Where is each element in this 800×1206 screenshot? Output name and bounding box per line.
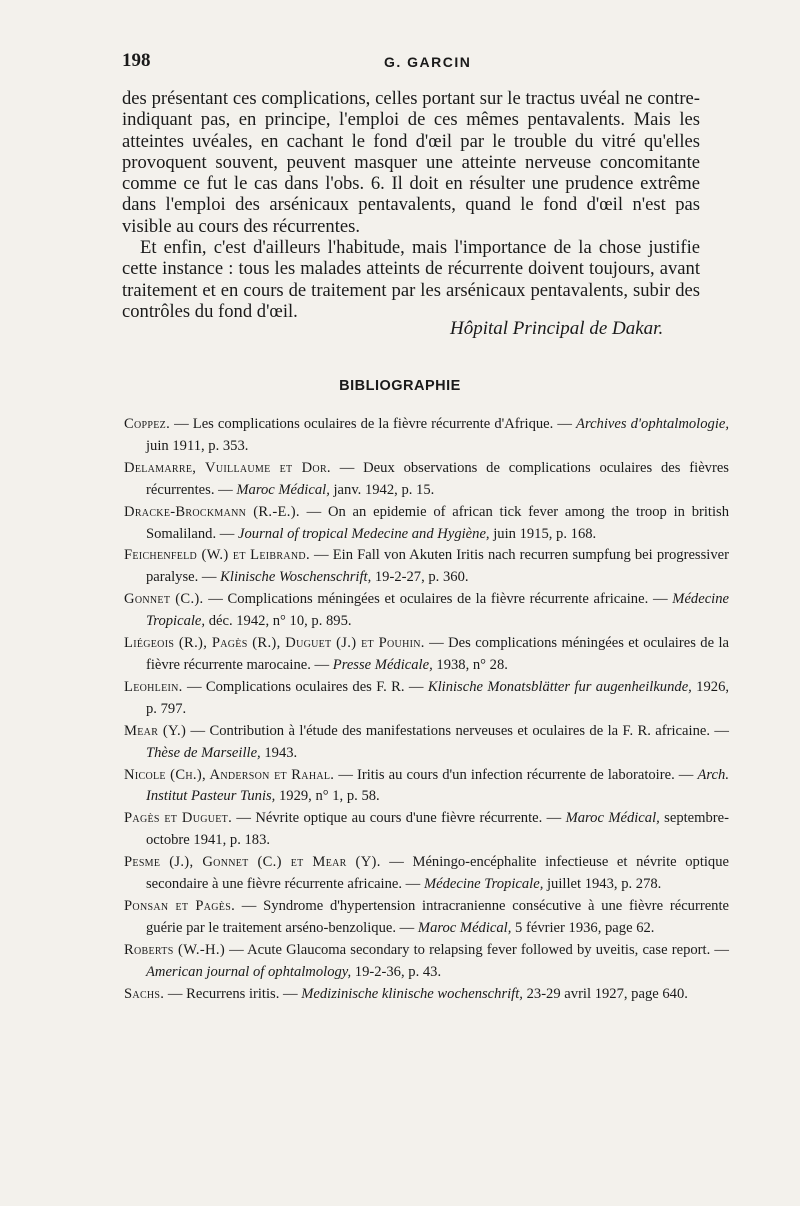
paragraph: des présentant ces complications, celles portant sur le tractus uvéal ne contre-indiquant pas, en principe, l'emploi de ces mêmes pentavalents. Mais les atteintes uvéales, en cachant le fond d'œil par le trouble du vitré qu'elles provoquent souvent, peuvent masquer une atteinte nerveuse concomitante comme ce fut le cas dans l'obs. 6. Il doit en résulter une prudence extrême dans l'emploi des arsénicaux pentavalents, quand le fond d'œil n'est pas visible au cours des récurrentes.	[122, 88, 700, 237]
entry-text: — Recurrens iritis. —	[164, 985, 302, 1002]
entry-text: — Acute Glaucoma secondary to relapsing fever followed by uveitis, case report. —	[225, 941, 729, 958]
entry-text: — Syndrome d'hypertension intracranienne consécutive à une fièvre récurrente guérie par le traitement arséno-benzolique. —	[146, 897, 729, 936]
entry-details: 1938, n° 28.	[432, 656, 508, 673]
entry-text: — Les complications oculaires de la fièvre récurrente d'Afrique. —	[170, 416, 577, 432]
entry-author: Coppez.	[124, 416, 171, 432]
entry-details: 23-29 avril 1927, page 640.	[522, 985, 688, 1002]
bibliography-entry	[124, 721, 729, 765]
entry-details: septembre-octobre 1941, p. 183.	[146, 810, 729, 849]
entry-source: Klinische Woschenschrift,	[220, 569, 372, 586]
entry-text: — Deux observations de complications oculaires des fièvres récurrentes. —	[146, 459, 729, 498]
entry-details: juin 1911, p. 353.	[146, 437, 249, 454]
entry-source: Medizinische klinische wochenschrift,	[301, 985, 523, 1002]
entry-source: Presse Médicale,	[332, 656, 433, 673]
entry-author: Nicole (Ch.), Anderson et Rahal.	[124, 766, 335, 783]
entry-author: Dracke-Brockmann (R.-E.).	[124, 503, 300, 520]
entry-source: Archives d'ophtalmologie,	[576, 416, 729, 432]
entry-author: Pagès et Duguet.	[124, 810, 233, 827]
bibliography-entry	[124, 633, 729, 677]
entry-source: Médecine Tropicale,	[146, 591, 729, 630]
bibliography-entry	[124, 458, 729, 502]
running-head: G. GARCIN	[384, 54, 472, 70]
entry-details: 19-2-36, p. 43.	[351, 963, 442, 980]
bibliography-entry	[124, 765, 729, 809]
bibliography-entry	[124, 984, 729, 1006]
entry-source: Arch. Institut Pasteur Tunis,	[146, 766, 729, 805]
entry-details: juillet 1943, p. 278.	[543, 876, 662, 893]
entry-source: Klinische Monatsblätter fur augenheilkunde,	[427, 678, 692, 695]
entry-author: Gonnet (C.).	[124, 591, 204, 608]
entry-author: Leohlein.	[124, 678, 183, 695]
paragraph: Et enfin, c'est d'ailleurs l'habitude, mais l'importance de la chose justifie cette instance : tous les malades atteints de récurrente doivent toujours, avant traitement et en cours de traitement par les arsénicaux pentavalents, subir des contrôles du fond d'œil.	[122, 237, 700, 322]
entry-source: Médecine Tropicale,	[423, 876, 544, 893]
entry-author: Pesme (J.), Gonnet (C.) et Mear (Y).	[124, 854, 381, 871]
entry-text: — Des complications méningées et oculaires de la fièvre récurrente marocaine. —	[146, 635, 729, 673]
entry-source: American journal of ophtalmology,	[146, 963, 352, 980]
entry-text: — On an epidemie of african tick fever among the troop in british Somaliland. —	[146, 503, 730, 542]
entry-details: 1943.	[260, 744, 298, 761]
bibliography-entry	[124, 545, 729, 589]
bibliography-entry	[124, 808, 729, 852]
entry-author: Sachs.	[124, 985, 165, 1002]
entry-details: janv. 1942, p. 15.	[329, 481, 435, 498]
entry-author: Roberts (W.-H.)	[124, 941, 225, 958]
entry-source: Journal of tropical Medecine and Hygiène,	[238, 525, 490, 542]
bibliography-title: BIBLIOGRAPHIE	[339, 378, 461, 394]
entry-source: Maroc Médical,	[417, 919, 512, 936]
body-text	[122, 88, 700, 322]
entry-details: juin 1915, p. 168.	[489, 525, 597, 542]
bibliography-entry	[124, 896, 729, 940]
entry-author: Liégeois (R.), Pagès (R.), Duguet (J.) et Pouhin.	[124, 635, 425, 652]
entry-text: — Complications méningées et oculaires de la fièvre récurrente africaine. —	[203, 591, 673, 608]
entry-text: — Névrite optique au cours d'une fièvre récurrente. —	[232, 810, 566, 827]
bibliography-entry	[124, 502, 729, 546]
entry-text: — Iritis au cours d'un infection récurrente de laboratoire. —	[334, 766, 698, 783]
entry-source: Thèse de Marseille,	[146, 744, 261, 761]
entry-author: Delamarre, Vuillaume et Dor.	[124, 459, 331, 476]
entry-source: Maroc Médical,	[236, 481, 330, 498]
entry-details: 5 février 1936, page 62.	[511, 919, 655, 936]
entry-details: 19-2-27, p. 360.	[371, 569, 469, 586]
bibliography-entry	[124, 852, 729, 896]
entry-author: Feichenfeld (W.) et Leibrand.	[124, 547, 310, 564]
page-header	[122, 50, 702, 78]
bibliography-entry	[124, 940, 729, 984]
entry-text: — Contribution à l'étude des manifestations nerveuses et oculaires de la F. R. africaine. —	[186, 722, 729, 739]
page-number: 198	[122, 50, 151, 71]
entry-source: Maroc Médical,	[565, 810, 660, 827]
entry-text: — Ein Fall von Akuten Iritis nach recurren sumpfung bei progressiver paralyse. —	[146, 547, 729, 586]
entry-author: Ponsan et Pagès.	[124, 897, 236, 914]
entry-details: 1926, p. 797.	[146, 678, 730, 717]
bibliography-list	[124, 414, 729, 1005]
signature-affiliation: Hôpital Principal de Dakar.	[450, 318, 664, 339]
bibliography-entry	[124, 589, 729, 633]
entry-text: — Méningo-encéphalite infectieuse et névrite optique secondaire à une fièvre récurrente africaine. —	[146, 854, 729, 893]
bibliography-entry	[124, 414, 729, 458]
bibliography-entry	[124, 677, 729, 721]
entry-author: Mear (Y.)	[124, 722, 187, 739]
entry-details: 1929, n° 1, p. 58.	[275, 788, 380, 805]
entry-text: — Complications oculaires des F. R. —	[182, 678, 428, 695]
entry-details: déc. 1942, n° 10, p. 895.	[205, 613, 352, 630]
